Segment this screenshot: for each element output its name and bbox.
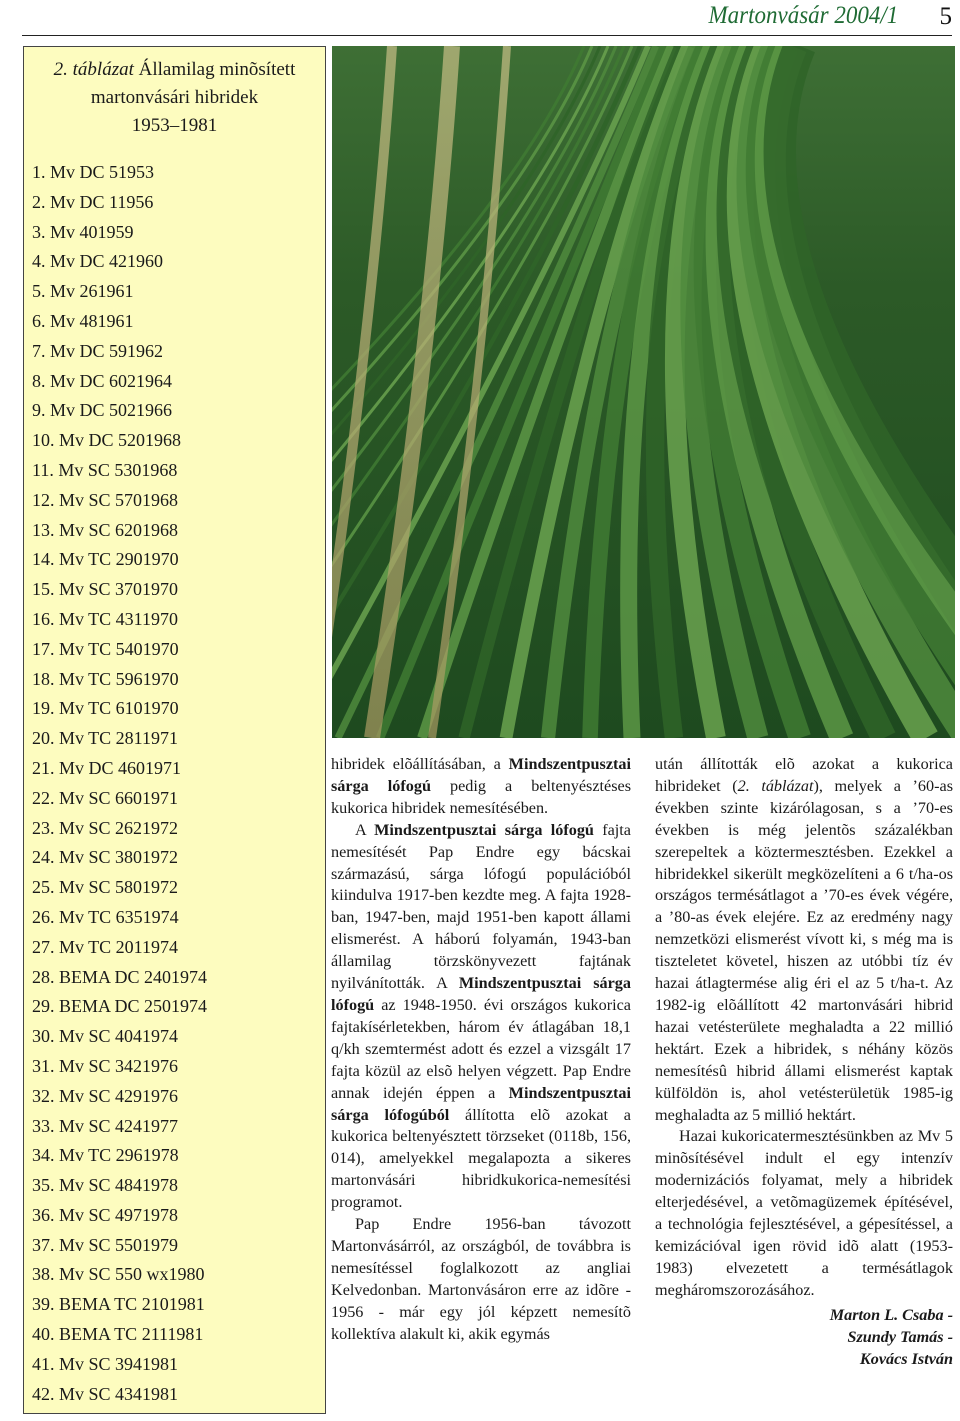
table-row: 36. Mv SC 4971978: [32, 1204, 179, 1225]
paragraph: hibridek elõállításában, a Mindszentpusztai sárga lófogú pedig a beltenyésztéses kukorica hibridek nemesítésében.: [331, 755, 631, 817]
table-row: 6. Mv 481961: [32, 310, 134, 331]
table-row: 13. Mv SC 6201968: [32, 519, 179, 540]
table-row: 9. Mv DC 5021966: [32, 400, 173, 421]
table-row: 2. Mv DC 11956: [32, 191, 154, 212]
table-row: 22. Mv SC 6601971: [32, 787, 179, 808]
author-signature: Marton L. Csaba - Szundy Tamás - Kovács István: [829, 1305, 953, 1368]
table-row: 20. Mv TC 2811971: [32, 728, 179, 749]
table-row: 7. Mv DC 591962: [32, 340, 164, 361]
table-row: 35. Mv SC 4841978: [32, 1175, 179, 1196]
table-row: 18. Mv TC 5961970: [32, 668, 179, 689]
table-row: 31. Mv SC 3421976: [32, 1055, 179, 1076]
table-row: 32. Mv SC 4291976: [32, 1085, 179, 1106]
table-row: 34. Mv TC 2961978: [32, 1145, 179, 1166]
table-row: 28. BEMA DC 2401974: [32, 966, 208, 987]
table-row: 24. Mv SC 3801972: [32, 847, 179, 868]
hybrid-list: [32, 158, 207, 1409]
table-row: 40. BEMA TC 2111981: [32, 1324, 204, 1345]
table-row: 19. Mv TC 6101970: [32, 698, 179, 719]
table-row: 30. Mv SC 4041974: [32, 1026, 179, 1047]
table-row: 25. Mv SC 5801972: [32, 877, 179, 898]
table-row: 3. Mv 401959: [32, 221, 134, 242]
table-row: 42. Mv SC 4341981: [32, 1383, 179, 1404]
cornfield-photo: [332, 46, 955, 738]
table-row: 29. BEMA DC 2501974: [32, 996, 208, 1017]
table-row: 17. Mv TC 5401970: [32, 638, 179, 659]
table-row: 8. Mv DC 6021964: [32, 370, 173, 391]
paragraph: Pap Endre 1956-ban távozott Martonvásárról, az országból, de továbbra is nemesítéssel foglalkozott az angliai Kelvedonban. Martonvásáron erre az idõre - 1956 - már egy jól képzett nemesítõ kollektíva alakult ki, akik egymás: [331, 1215, 631, 1343]
table-row: 11. Mv SC 5301968: [32, 459, 178, 480]
table-row: 39. BEMA TC 2101981: [32, 1294, 205, 1315]
page-header: [0, 0, 960, 40]
table-row: 37. Mv SC 5501979: [32, 1234, 179, 1255]
article-column-2: [655, 754, 953, 1370]
table-row: 33. Mv SC 4241977: [32, 1115, 179, 1136]
table-row: 27. Mv TC 2011974: [32, 936, 179, 957]
paragraph: A Mindszentpusztai sárga lófogú fajta nemesítését Pap Endre egy bácskai származású, sárga lófogú populációból kiindulva 1917-ben kezdte meg. A fajta 1928-ban, 1947-ben, majd 1951-ben kapott állami elismerést. A háború folyamán, 1943-ban államilag törzskönyvezett fajtának nyilvánították. A Mindszentpusztai sárga lófogú az 1948-1950. évi országos kukorica fajtakísérletekben, három év átlagában 18,1 q/kh szemtermést adott és ezzel a vizsgált 17 fajta közül az elsõ helyen végzett. Pap Endre annak idején éppen a Mindszentpusztai sárga lófogúból állította elõ azokat a kukorica beltenyésztett törzseket (0118b, 156, 014), amelyekkel megalapozta a sikeres martonvásári hibridkukorica-nemesítési programot.: [331, 820, 631, 1212]
table-caption: 2. táblázat Államilag minõsített martonvásári hibridek 1953–1981: [53, 59, 296, 136]
paragraph: után állították elõ azokat a kukorica hibrideket (2. táblázat), melyek a ’60-as években szinte kizárólagosan, s a ’70-es években is még jelentõs százalékban szerepeltek a köztermesztésben. Ezekkel a hibridekkel sikerült megközelíteni a 6 t/ha-os országos termésátlagot a ’70-es évek végére, a ’80-as évek elejére. Ez az eredmény nagy nemzetközi elismerést vívott ki, s még ma is tiszteletet követel, hiszen az utóbbi tíz év hazai átlagtermése alig éri el az 5 t/ha-t. Az 1982-ig elõállított 42 martonvásári hibrid hazai vetésterülete meghaladta a 22 millió hektárt. Ezek a hibridek, s néhány közös nemesítésû hibrid állami elismerést kaptak külföldön is, ahol vetésterületük 1985-ig meghaladta az 5 millió hektárt.: [655, 755, 953, 1124]
table-row: 12. Mv SC 5701968: [32, 489, 179, 510]
hybrid-table: [23, 46, 326, 1414]
paragraph: Hazai kukoricatermesztésünkben az Mv 5 minõsítésével indult el egy intenzív modernizációs folyamat, mely a hibridek elterjedésével, a vetõmagüzemek építésével, a technológia fejlesztésével, a gépesítéssel, a kemizációval igen rövid idõ alatt (1953-1983) elvezetett a termésátlagok megháromszorozásához.: [655, 1127, 953, 1299]
table-row: 4. Mv DC 421960: [32, 251, 164, 272]
table-row: 15. Mv SC 3701970: [32, 579, 179, 600]
header-rule: [22, 35, 952, 36]
table-row: 38. Mv SC 550 wx1980: [32, 1264, 205, 1285]
table-row: 10. Mv DC 5201968: [32, 430, 182, 451]
magazine-title: Martonvásár 2004/1: [708, 2, 898, 29]
table-row: 16. Mv TC 4311970: [32, 608, 179, 629]
page-number: 5: [939, 3, 952, 30]
article-column-1: [331, 754, 631, 1345]
table-row: 23. Mv SC 2621972: [32, 817, 179, 838]
table-row: 5. Mv 261961: [32, 281, 134, 302]
table-row: 14. Mv TC 2901970: [32, 549, 179, 570]
table-row: 1. Mv DC 51953: [32, 162, 155, 182]
table-row: 26. Mv TC 6351974: [32, 906, 179, 927]
table-row: 41. Mv SC 3941981: [32, 1353, 179, 1374]
table-row: 21. Mv DC 4601971: [32, 757, 182, 778]
